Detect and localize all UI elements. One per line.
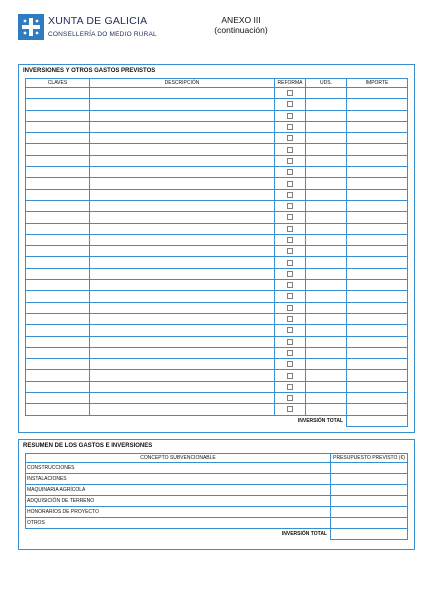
investments-body [26, 88, 408, 416]
importe-cell[interactable] [347, 189, 408, 200]
reforma-cell [275, 325, 306, 336]
descripcion-cell[interactable] [90, 167, 275, 178]
reforma-checkbox[interactable] [287, 395, 293, 401]
claves-cell[interactable] [26, 121, 90, 132]
summary-budget-cell[interactable] [331, 507, 408, 518]
importe-cell[interactable] [347, 325, 408, 336]
investment-row [26, 144, 408, 155]
summary-budget-cell[interactable] [331, 518, 408, 529]
claves-cell[interactable] [26, 234, 90, 245]
claves-cell[interactable] [26, 381, 90, 392]
reforma-checkbox[interactable] [287, 282, 293, 288]
reforma-cell [275, 178, 306, 189]
reforma-checkbox[interactable] [287, 90, 293, 96]
importe-cell[interactable] [347, 313, 408, 324]
reforma-cell [275, 133, 306, 144]
reforma-cell [275, 99, 306, 110]
claves-cell[interactable] [26, 155, 90, 166]
investment-row [26, 167, 408, 178]
reforma-cell [275, 200, 306, 211]
uds-cell[interactable] [306, 234, 347, 245]
uds-cell[interactable] [306, 212, 347, 223]
investment-row [26, 133, 408, 144]
col-descripcion: DESCRIPCIÓN [90, 79, 275, 88]
claves-cell[interactable] [26, 336, 90, 347]
uds-cell[interactable] [306, 121, 347, 132]
investment-row [26, 359, 408, 370]
claves-cell[interactable] [26, 223, 90, 234]
claves-cell[interactable] [26, 370, 90, 381]
uds-cell[interactable] [306, 313, 347, 324]
summary-total-row [26, 529, 408, 540]
investment-row [26, 88, 408, 99]
summary-row [26, 485, 408, 496]
importe-cell[interactable] [347, 381, 408, 392]
investment-row [26, 223, 408, 234]
reforma-checkbox[interactable] [287, 135, 293, 141]
uds-cell[interactable] [306, 325, 347, 336]
reforma-checkbox[interactable] [287, 101, 293, 107]
reforma-cell [275, 223, 306, 234]
reforma-checkbox[interactable] [287, 124, 293, 130]
importe-cell[interactable] [347, 155, 408, 166]
summary-row [26, 507, 408, 518]
summary-body [26, 463, 408, 529]
organization-department: CONSELLERÍA DO MEDIO RURAL [48, 31, 157, 38]
investment-row [26, 336, 408, 347]
descripcion-cell[interactable] [90, 88, 275, 99]
summary-budget-cell[interactable] [331, 485, 408, 496]
investment-row [26, 234, 408, 245]
investment-row [26, 381, 408, 392]
descripcion-cell[interactable] [90, 359, 275, 370]
reforma-cell [275, 313, 306, 324]
investment-row [26, 370, 408, 381]
investment-row [26, 347, 408, 358]
reforma-checkbox[interactable] [287, 169, 293, 175]
claves-cell[interactable] [26, 246, 90, 257]
claves-cell[interactable] [26, 404, 90, 415]
summary-row [26, 496, 408, 507]
uds-cell[interactable] [306, 189, 347, 200]
page-header [18, 14, 428, 54]
descripcion-cell[interactable] [90, 200, 275, 211]
claves-cell[interactable] [26, 200, 90, 211]
reforma-checkbox[interactable] [287, 350, 293, 356]
claves-cell[interactable] [26, 268, 90, 279]
investment-row [26, 246, 408, 257]
descripcion-cell[interactable] [90, 178, 275, 189]
investment-row [26, 110, 408, 121]
reforma-cell [275, 257, 306, 268]
uds-cell[interactable] [306, 404, 347, 415]
importe-cell[interactable] [347, 246, 408, 257]
reforma-cell [275, 88, 306, 99]
reforma-checkbox[interactable] [287, 237, 293, 243]
investment-row [26, 291, 408, 302]
importe-cell[interactable] [347, 234, 408, 245]
col-importe: IMPORTE [347, 79, 408, 88]
investments-total-label: INVERSIÓN TOTAL [297, 418, 343, 424]
importe-cell[interactable] [347, 133, 408, 144]
claves-cell[interactable] [26, 280, 90, 291]
descripcion-cell[interactable] [90, 336, 275, 347]
claves-cell[interactable] [26, 88, 90, 99]
summary-budget-cell[interactable] [331, 474, 408, 485]
claves-cell[interactable] [26, 302, 90, 313]
summary-row [26, 474, 408, 485]
reforma-checkbox[interactable] [287, 327, 293, 333]
descripcion-cell[interactable] [90, 121, 275, 132]
investment-row [26, 155, 408, 166]
descripcion-cell[interactable] [90, 246, 275, 257]
importe-cell[interactable] [347, 393, 408, 404]
claves-cell[interactable] [26, 167, 90, 178]
uds-cell[interactable] [306, 302, 347, 313]
summary-title: RESUMEN DE LOS GASTOS E INVERSIONES [23, 443, 153, 449]
reforma-checkbox[interactable] [287, 316, 293, 322]
uds-cell[interactable] [306, 381, 347, 392]
summary-concept: ADQUISICIÓN DE TERRENO [26, 496, 331, 507]
descripcion-cell[interactable] [90, 404, 275, 415]
reforma-checkbox[interactable] [287, 293, 293, 299]
importe-cell[interactable] [347, 336, 408, 347]
investments-title: INVERSIONES Y OTROS GASTOS PREVISTOS [23, 68, 156, 74]
descripcion-cell[interactable] [90, 223, 275, 234]
reforma-checkbox[interactable] [287, 384, 293, 390]
claves-cell[interactable] [26, 313, 90, 324]
importe-cell[interactable] [347, 257, 408, 268]
uds-cell[interactable] [306, 291, 347, 302]
col-claves: CLAVES [26, 79, 90, 88]
claves-cell[interactable] [26, 133, 90, 144]
claves-cell[interactable] [26, 110, 90, 121]
investments-section [18, 64, 415, 433]
importe-cell[interactable] [347, 370, 408, 381]
uds-cell[interactable] [306, 88, 347, 99]
summary-concept: HONORARIOS DE PROYECTO [26, 507, 331, 518]
claves-cell[interactable] [26, 99, 90, 110]
investment-row [26, 268, 408, 279]
investment-row [26, 200, 408, 211]
uds-cell[interactable] [306, 359, 347, 370]
uds-cell[interactable] [306, 246, 347, 257]
reforma-cell [275, 144, 306, 155]
annex-subtitle: (continuación) [214, 25, 268, 35]
uds-cell[interactable] [306, 257, 347, 268]
uds-cell[interactable] [306, 178, 347, 189]
organization-name: XUNTA DE GALICIA [48, 15, 148, 27]
annex-title: ANEXO III [221, 15, 261, 25]
uds-cell[interactable] [306, 167, 347, 178]
importe-cell[interactable] [347, 144, 408, 155]
investment-row [26, 189, 408, 200]
reforma-checkbox[interactable] [287, 271, 293, 277]
descripcion-cell[interactable] [90, 268, 275, 279]
importe-cell[interactable] [347, 88, 408, 99]
reforma-cell [275, 268, 306, 279]
reforma-cell [275, 381, 306, 392]
importe-cell[interactable] [347, 167, 408, 178]
reforma-cell [275, 404, 306, 415]
uds-cell[interactable] [306, 99, 347, 110]
reforma-cell [275, 246, 306, 257]
descripcion-cell[interactable] [90, 189, 275, 200]
descripcion-cell[interactable] [90, 325, 275, 336]
reforma-cell [275, 302, 306, 313]
uds-cell[interactable] [306, 280, 347, 291]
summary-total-label: INVERSIÓN TOTAL [281, 531, 327, 538]
investments-total-value[interactable] [347, 415, 408, 426]
claves-cell[interactable] [26, 325, 90, 336]
descripcion-cell[interactable] [90, 144, 275, 155]
descripcion-cell[interactable] [90, 133, 275, 144]
reforma-checkbox[interactable] [287, 147, 293, 153]
reforma-cell [275, 359, 306, 370]
descripcion-cell[interactable] [90, 291, 275, 302]
summary-budget-cell[interactable] [331, 463, 408, 474]
summary-row [26, 518, 408, 529]
uds-cell[interactable] [306, 336, 347, 347]
reforma-checkbox[interactable] [287, 203, 293, 209]
descripcion-cell[interactable] [90, 234, 275, 245]
descripcion-cell[interactable] [90, 155, 275, 166]
reforma-cell [275, 234, 306, 245]
col-uds: UDS. [306, 79, 347, 88]
claves-cell[interactable] [26, 178, 90, 189]
importe-cell[interactable] [347, 280, 408, 291]
investment-row [26, 257, 408, 268]
summary-concept: INSTALACIONES [26, 474, 331, 485]
reforma-checkbox[interactable] [287, 373, 293, 379]
descripcion-cell[interactable] [90, 257, 275, 268]
claves-cell[interactable] [26, 291, 90, 302]
uds-cell[interactable] [306, 200, 347, 211]
reforma-checkbox[interactable] [287, 226, 293, 232]
importe-cell[interactable] [347, 200, 408, 211]
uds-cell[interactable] [306, 155, 347, 166]
annex-heading [186, 15, 296, 35]
reforma-checkbox[interactable] [287, 406, 293, 412]
investment-row [26, 280, 408, 291]
investments-header-row [26, 79, 408, 88]
investments-total-row [26, 415, 408, 426]
investment-row [26, 212, 408, 223]
reforma-checkbox[interactable] [287, 113, 293, 119]
importe-cell[interactable] [347, 268, 408, 279]
summary-col-budget: PRESUPUESTO PREVISTO (€) [331, 454, 408, 463]
summary-section [18, 439, 415, 550]
importe-cell[interactable] [347, 404, 408, 415]
summary-row [26, 463, 408, 474]
claves-cell[interactable] [26, 257, 90, 268]
reforma-cell [275, 336, 306, 347]
descripcion-cell[interactable] [90, 280, 275, 291]
claves-cell[interactable] [26, 144, 90, 155]
investments-table [25, 78, 408, 427]
importe-cell[interactable] [347, 291, 408, 302]
uds-cell[interactable] [306, 110, 347, 121]
investment-row [26, 313, 408, 324]
reforma-cell [275, 370, 306, 381]
summary-table [25, 453, 408, 540]
reforma-checkbox[interactable] [287, 248, 293, 254]
summary-concept: CONSTRUCCIONES [26, 463, 331, 474]
uds-cell[interactable] [306, 370, 347, 381]
importe-cell[interactable] [347, 223, 408, 234]
importe-cell[interactable] [347, 121, 408, 132]
importe-cell[interactable] [347, 99, 408, 110]
col-reforma: REFORMA [275, 79, 306, 88]
reforma-checkbox[interactable] [287, 361, 293, 367]
investment-row [26, 178, 408, 189]
reforma-checkbox[interactable] [287, 181, 293, 187]
reforma-cell [275, 347, 306, 358]
descripcion-cell[interactable] [90, 347, 275, 358]
summary-col-concept: CONCEPTO SUBVENCIONABLE [26, 454, 331, 463]
descripcion-cell[interactable] [90, 393, 275, 404]
reforma-cell [275, 155, 306, 166]
importe-cell[interactable] [347, 302, 408, 313]
descripcion-cell[interactable] [90, 381, 275, 392]
descripcion-cell[interactable] [90, 370, 275, 381]
investment-row [26, 302, 408, 313]
uds-cell[interactable] [306, 347, 347, 358]
xunta-logo-icon [18, 14, 44, 40]
reforma-cell [275, 110, 306, 121]
summary-header-row [26, 454, 408, 463]
summary-concept: MAQUINARIA AGRÍCOLA [26, 485, 331, 496]
reforma-checkbox[interactable] [287, 192, 293, 198]
uds-cell[interactable] [306, 133, 347, 144]
uds-cell[interactable] [306, 268, 347, 279]
descripcion-cell[interactable] [90, 212, 275, 223]
uds-cell[interactable] [306, 223, 347, 234]
investment-row [26, 404, 408, 415]
claves-cell[interactable] [26, 212, 90, 223]
reforma-cell [275, 121, 306, 132]
descripcion-cell[interactable] [90, 302, 275, 313]
reforma-checkbox[interactable] [287, 260, 293, 266]
reforma-cell [275, 280, 306, 291]
claves-cell[interactable] [26, 347, 90, 358]
investment-row [26, 99, 408, 110]
importe-cell[interactable] [347, 347, 408, 358]
summary-concept: OTROS [26, 518, 331, 529]
uds-cell[interactable] [306, 144, 347, 155]
importe-cell[interactable] [347, 110, 408, 121]
reforma-cell [275, 291, 306, 302]
claves-cell[interactable] [26, 189, 90, 200]
descripcion-cell[interactable] [90, 110, 275, 121]
descripcion-cell[interactable] [90, 99, 275, 110]
reforma-checkbox[interactable] [287, 339, 293, 345]
reforma-cell [275, 393, 306, 404]
importe-cell[interactable] [347, 212, 408, 223]
summary-total-value[interactable] [331, 529, 408, 540]
investment-row [26, 121, 408, 132]
reforma-cell [275, 189, 306, 200]
uds-cell[interactable] [306, 393, 347, 404]
claves-cell[interactable] [26, 359, 90, 370]
descripcion-cell[interactable] [90, 313, 275, 324]
importe-cell[interactable] [347, 178, 408, 189]
reforma-checkbox[interactable] [287, 305, 293, 311]
investment-row [26, 325, 408, 336]
importe-cell[interactable] [347, 359, 408, 370]
reforma-checkbox[interactable] [287, 214, 293, 220]
reforma-checkbox[interactable] [287, 158, 293, 164]
reforma-cell [275, 212, 306, 223]
claves-cell[interactable] [26, 393, 90, 404]
reforma-cell [275, 167, 306, 178]
investment-row [26, 393, 408, 404]
summary-budget-cell[interactable] [331, 496, 408, 507]
